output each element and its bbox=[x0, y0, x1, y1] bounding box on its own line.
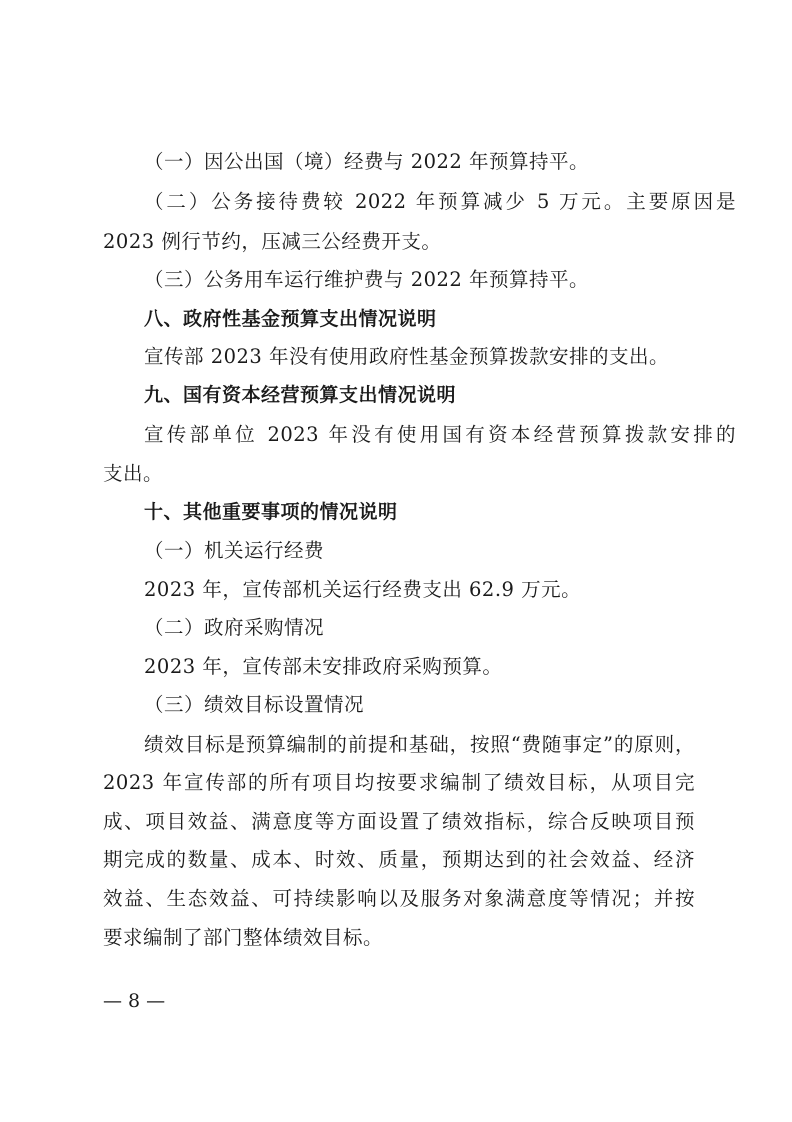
paragraph-line: （二）公务接待费较 2022 年预算减少 5 万元。主要原因是 bbox=[144, 190, 736, 213]
section-heading: 十、其他重要事项的情况说明 bbox=[144, 501, 398, 523]
paragraph-line: 绩效目标是预算编制的前提和基础，按照“费随事定”的原则， bbox=[144, 733, 695, 756]
paragraph-line: 支出。 bbox=[103, 462, 164, 485]
section-heading: 八、政府性基金预算支出情况说明 bbox=[144, 308, 437, 330]
paragraph-line: 宣传部 2023 年没有使用政府性基金预算拨款安排的支出。 bbox=[144, 345, 670, 368]
paragraph-line: 期完成的数量、成本、时效、质量，预期达到的社会效益、经济 bbox=[103, 848, 695, 871]
paragraph-line: 2023 年，宣传部机关运行经费支出 62.9 万元。 bbox=[144, 578, 582, 601]
paragraph-line: 要求编制了部门整体绩效目标。 bbox=[103, 926, 384, 949]
paragraph-line: （三）公务用车运行维护费与 2022 年预算持平。 bbox=[144, 268, 590, 291]
subsection-heading: （一）机关运行经费 bbox=[144, 539, 325, 562]
section-heading: 九、国有资本经营预算支出情况说明 bbox=[144, 384, 457, 406]
page-number: — 8 — bbox=[103, 990, 166, 1012]
paragraph-line: 成、项目效益、满意度等方面设置了绩效指标，综合反映项目预 bbox=[103, 810, 695, 833]
subsection-heading: （二）政府采购情况 bbox=[144, 616, 325, 639]
paragraph-line: 效益、生态效益、可持续影响以及服务对象满意度等情况；并按 bbox=[103, 887, 695, 910]
paragraph-line: 2023 年，宣传部未安排政府采购预算。 bbox=[144, 655, 503, 678]
paragraph-line: 宣传部单位 2023 年没有使用国有资本经营预算拨款安排的 bbox=[144, 423, 736, 446]
paragraph-line: 2023 例行节约，压减三公经费开支。 bbox=[103, 230, 442, 253]
paragraph-line: （一）因公出国（境）经费与 2022 年预算持平。 bbox=[144, 150, 590, 173]
subsection-heading: （三）绩效目标设置情况 bbox=[144, 693, 365, 716]
paragraph-line: 2023 年宣传部的所有项目均按要求编制了绩效目标，从项目完 bbox=[103, 771, 695, 794]
